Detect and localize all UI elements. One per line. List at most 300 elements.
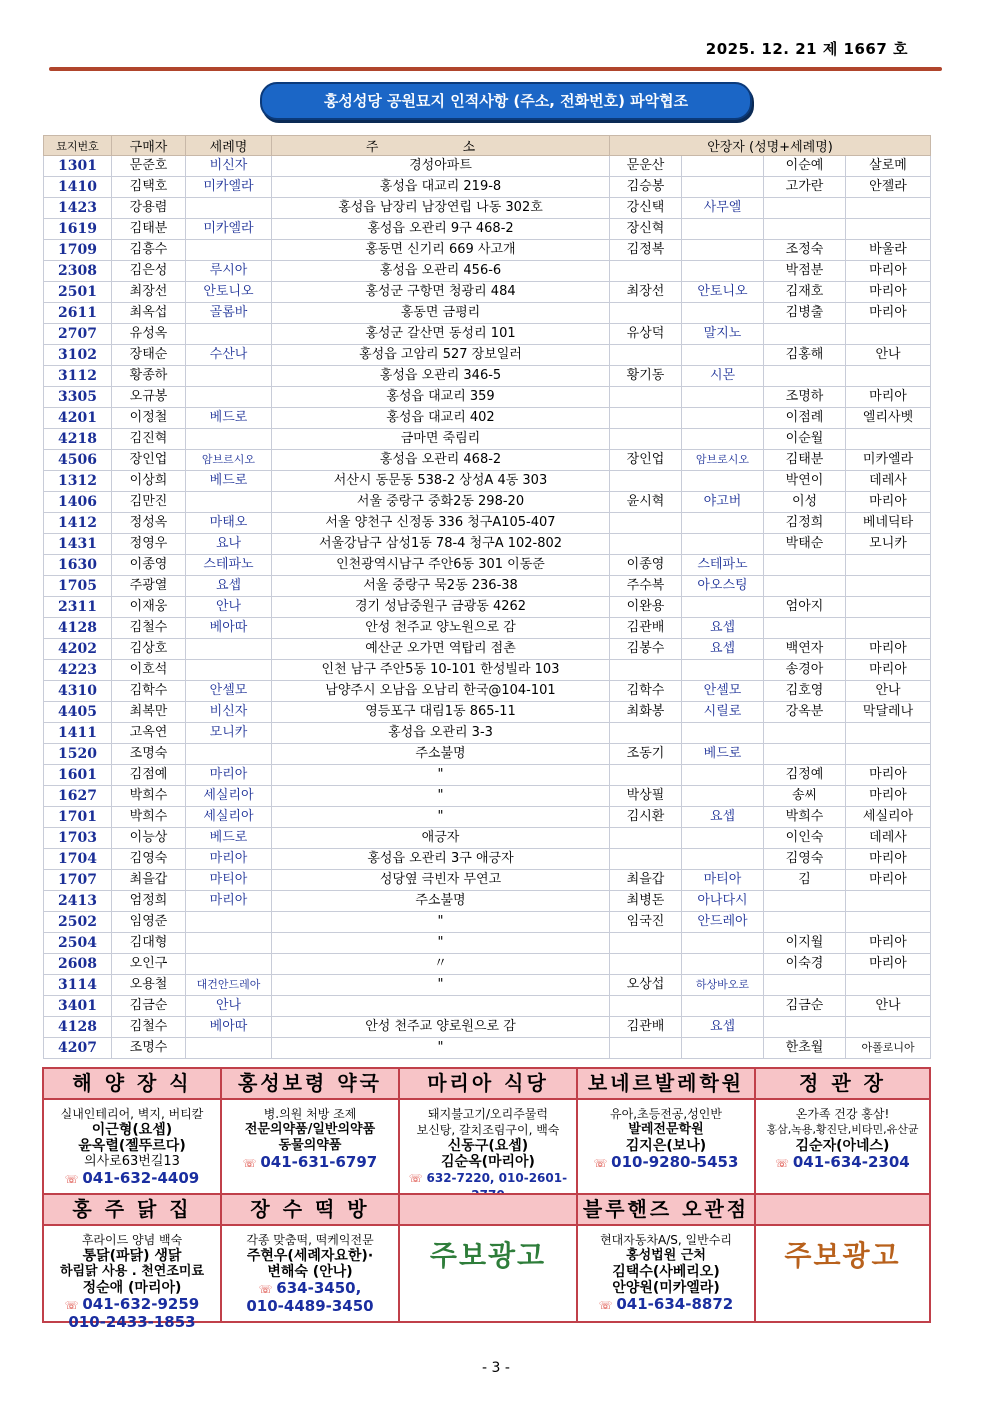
ad-top-3: [578, 1069, 756, 1193]
interred1-name-cell: [610, 471, 682, 492]
buyer-cell: 김금순: [112, 996, 186, 1017]
cemetery-table: [43, 135, 931, 1059]
address-cell: 홍성읍 오관리 3-3: [272, 723, 610, 744]
table-row: [44, 1017, 931, 1038]
table-row: [44, 702, 931, 723]
interred2-baptismal-cell: 마리아: [846, 492, 931, 513]
ad-text-line: 발레전문학원: [628, 1122, 704, 1137]
interred1-name-cell: 김관배: [610, 618, 682, 639]
interred2-name-cell: [764, 891, 846, 912]
ad-bottom-2: [400, 1195, 578, 1323]
plot-number-cell: 4405: [44, 702, 112, 723]
buyer-cell: 조명숙: [112, 744, 186, 765]
buyer-cell: 김만진: [112, 492, 186, 513]
buyer-cell: 강용렴: [112, 198, 186, 219]
interred2-baptismal-cell: 미카엘라: [846, 450, 931, 471]
ad-text-line: 현대자동차A/S, 일반수리: [600, 1233, 732, 1247]
ad-text-line: 안양원(미카엘라): [612, 1280, 720, 1296]
plot-number-cell: 2502: [44, 912, 112, 933]
table-row: [44, 492, 931, 513]
table-row: [44, 681, 931, 702]
address-cell: ": [272, 912, 610, 933]
interred1-name-cell: 이완용: [610, 597, 682, 618]
interred2-name-cell: 엄아지: [764, 597, 846, 618]
address-cell: ": [272, 933, 610, 954]
interred1-baptismal-cell: [682, 786, 764, 807]
interred1-baptismal-cell: [682, 996, 764, 1017]
plot-number-cell: 4207: [44, 1038, 112, 1059]
ad-text-line: 후라이드 양념 백숙: [81, 1233, 183, 1247]
buyer-cell: 장태순: [112, 345, 186, 366]
ad-title: [400, 1195, 576, 1226]
interred1-name-cell: [610, 1038, 682, 1059]
ad-text-line: 윤옥렬(젤뚜르다): [78, 1138, 186, 1154]
interred2-name-cell: [764, 555, 846, 576]
interred1-baptismal-cell: [682, 156, 764, 177]
table-row: [44, 219, 931, 240]
table-row: [44, 891, 931, 912]
ad-text-line: 의사로63번길13: [84, 1154, 180, 1169]
interred2-name-cell: 송경아: [764, 660, 846, 681]
plot-number-cell: 1431: [44, 534, 112, 555]
interred2-name-cell: 조명하: [764, 387, 846, 408]
interred1-baptismal-cell: 요셉: [682, 1017, 764, 1038]
address-cell: 홍성읍 대교리 219-8: [272, 177, 610, 198]
buyer-cell: 이상희: [112, 471, 186, 492]
ad-text-line: 변해숙 (안나): [267, 1264, 353, 1280]
interred1-baptismal-cell: [682, 828, 764, 849]
baptismal-name-cell: 비신자: [186, 702, 272, 723]
interred1-baptismal-cell: 요셉: [682, 639, 764, 660]
interred2-baptismal-cell: 마리아: [846, 261, 931, 282]
col-header-interred: 안장자 (성명+세례명): [610, 136, 931, 156]
ad-top-1: [222, 1069, 400, 1193]
interred1-baptismal-cell: 사무엘: [682, 198, 764, 219]
plot-number-cell: 4310: [44, 681, 112, 702]
address-cell: 서울강남구 삼성1동 78-4 청구A 102-802: [272, 534, 610, 555]
ad-title: 장 수 떡 방: [222, 1195, 398, 1226]
interred2-baptismal-cell: 마리아: [846, 786, 931, 807]
buyer-cell: 박희수: [112, 807, 186, 828]
plot-number-cell: 4201: [44, 408, 112, 429]
plot-number-cell: 1411: [44, 723, 112, 744]
interred1-name-cell: 조동기: [610, 744, 682, 765]
plot-number-cell: 4128: [44, 618, 112, 639]
interred2-name-cell: [764, 975, 846, 996]
ad-title: [756, 1195, 929, 1226]
ad-top-0: [44, 1069, 222, 1193]
ad-title: 홍 주 닭 집: [44, 1195, 220, 1226]
interred1-baptismal-cell: [682, 849, 764, 870]
ad-phone-number: 041-634-2304: [792, 1153, 910, 1171]
interred2-baptismal-cell: 마리아: [846, 639, 931, 660]
interred2-name-cell: 이인숙: [764, 828, 846, 849]
ad-body: [44, 1100, 220, 1188]
buyer-cell: 오인구: [112, 954, 186, 975]
interred2-baptismal-cell: 모니카: [846, 534, 931, 555]
interred1-baptismal-cell: [682, 240, 764, 261]
ad-title: 블루핸즈 오관점: [578, 1195, 754, 1226]
interred2-name-cell: 강옥분: [764, 702, 846, 723]
table-header-row: [44, 136, 931, 156]
interred1-name-cell: [610, 954, 682, 975]
plot-number-cell: 2707: [44, 324, 112, 345]
ad-title: 정 관 장: [756, 1069, 929, 1100]
baptismal-name-cell: [186, 1038, 272, 1059]
ad-phone: [222, 1154, 398, 1172]
plot-number-cell: 2611: [44, 303, 112, 324]
ad-text-line: 동물의약품: [278, 1138, 342, 1153]
phone-icon: ☏: [408, 1172, 427, 1185]
interred1-baptismal-cell: 요셉: [682, 807, 764, 828]
interred1-name-cell: [610, 345, 682, 366]
ad-text-line: 정순애 (마리아): [82, 1280, 182, 1296]
ad-body: [578, 1226, 754, 1314]
buyer-cell: 김대형: [112, 933, 186, 954]
interred1-name-cell: [610, 534, 682, 555]
buyer-cell: 정성옥: [112, 513, 186, 534]
address-cell: 홍성읍 대교리 359: [272, 387, 610, 408]
baptismal-name-cell: 대건안드레아: [186, 975, 272, 996]
ad-body: [222, 1226, 398, 1314]
plot-number-cell: 1704: [44, 849, 112, 870]
plot-number-cell: 1703: [44, 828, 112, 849]
interred1-name-cell: 최장선: [610, 282, 682, 303]
interred1-baptismal-cell: [682, 408, 764, 429]
plot-number-cell: 1619: [44, 219, 112, 240]
table-row: [44, 303, 931, 324]
ad-body: [756, 1226, 929, 1272]
ad-text-line: 신동구(요셉): [447, 1138, 529, 1154]
buyer-cell: 김택호: [112, 177, 186, 198]
baptismal-name-cell: [186, 954, 272, 975]
plot-number-cell: 1701: [44, 807, 112, 828]
ad-text-line: 하림닭 사용 . 천연조미료: [59, 1264, 205, 1279]
interred1-name-cell: 김관배: [610, 1017, 682, 1038]
buyer-cell: 이종영: [112, 555, 186, 576]
interred1-baptismal-cell: [682, 387, 764, 408]
address-cell: ": [272, 786, 610, 807]
plot-number-cell: 1412: [44, 513, 112, 534]
ad-title: 보네르발레학원: [578, 1069, 754, 1100]
baptismal-name-cell: 마태오: [186, 513, 272, 534]
table-row: [44, 933, 931, 954]
ad-title: 홍성보령 약국: [222, 1069, 398, 1100]
baptismal-name-cell: 요나: [186, 534, 272, 555]
interred2-name-cell: 한초월: [764, 1038, 846, 1059]
phone-icon: ☏: [258, 1283, 277, 1296]
interred1-baptismal-cell: [682, 303, 764, 324]
plot-number-cell: 1410: [44, 177, 112, 198]
table-row: [44, 366, 931, 387]
table-row: [44, 744, 931, 765]
interred1-baptismal-cell: [682, 765, 764, 786]
interred2-name-cell: 김금순: [764, 996, 846, 1017]
table-row: [44, 954, 931, 975]
buyer-cell: 김흥수: [112, 240, 186, 261]
address-cell: 홍성군 갈산면 동성리 101: [272, 324, 610, 345]
buyer-cell: 김상호: [112, 639, 186, 660]
address-cell: ": [272, 1038, 610, 1059]
plot-number-cell: 2413: [44, 891, 112, 912]
interred2-baptismal-cell: 마리아: [846, 303, 931, 324]
buyer-cell: 김은성: [112, 261, 186, 282]
interred2-baptismal-cell: 막달레나: [846, 702, 931, 723]
interred2-baptismal-cell: 데레사: [846, 828, 931, 849]
phone-icon: ☏: [242, 1157, 261, 1170]
ad-body: [756, 1100, 929, 1172]
plot-number-cell: 1705: [44, 576, 112, 597]
interred1-name-cell: 임국진: [610, 912, 682, 933]
ad-phone: [756, 1154, 929, 1172]
ad-bottom-1: [222, 1195, 400, 1323]
interred1-baptismal-cell: 아나다시: [682, 891, 764, 912]
interred1-name-cell: 최화봉: [610, 702, 682, 723]
interred1-name-cell: 유상덕: [610, 324, 682, 345]
ad-text-line: 병.의원 처방 조제: [263, 1107, 357, 1121]
page-title: 홍성성당 공원묘지 인적사항 (주소, 전화번호) 파악협조: [260, 82, 752, 120]
address-cell: 주소불명: [272, 744, 610, 765]
buyer-cell: 오용철: [112, 975, 186, 996]
ad-text-line: 주현우(세례자요한)·: [246, 1248, 374, 1264]
interred1-name-cell: [610, 303, 682, 324]
ads-top-row: [44, 1069, 929, 1193]
interred2-baptismal-cell: 마리아: [846, 282, 931, 303]
table-row: [44, 345, 931, 366]
address-cell: 홍성읍 대교리 402: [272, 408, 610, 429]
interred2-name-cell: 박희수: [764, 807, 846, 828]
interred1-name-cell: 장신혁: [610, 219, 682, 240]
table-row: [44, 513, 931, 534]
col-header-address: 주 소: [272, 136, 610, 156]
interred1-baptismal-cell: [682, 261, 764, 282]
buyer-cell: 김점예: [112, 765, 186, 786]
table-row: [44, 324, 931, 345]
baptismal-name-cell: 비신자: [186, 156, 272, 177]
address-cell: 홍동면 신기리 669 사고개: [272, 240, 610, 261]
address-cell: 서산시 동문동 538-2 상성A 4동 303: [272, 471, 610, 492]
address-cell: 홍성읍 오관리 468-2: [272, 450, 610, 471]
interred2-baptismal-cell: [846, 723, 931, 744]
interred2-baptismal-cell: 바울라: [846, 240, 931, 261]
interred1-baptismal-cell: 시릴로: [682, 702, 764, 723]
buyer-cell: 김진혁: [112, 429, 186, 450]
plot-number-cell: 4506: [44, 450, 112, 471]
interred2-baptismal-cell: [846, 198, 931, 219]
ad-phone-number: 041-631-6797: [260, 1153, 378, 1171]
address-cell: 경성아파트: [272, 156, 610, 177]
table-body: [44, 156, 931, 1059]
table-row: [44, 555, 931, 576]
buyer-cell: 김영숙: [112, 849, 186, 870]
interred1-baptismal-cell: 시몬: [682, 366, 764, 387]
address-cell: 홍동면 금평리: [272, 303, 610, 324]
interred2-name-cell: 이순월: [764, 429, 846, 450]
interred1-baptismal-cell: 요셉: [682, 618, 764, 639]
interred1-baptismal-cell: 안토니오: [682, 282, 764, 303]
ad-text-line: 통닭(파닭) 생닭: [82, 1248, 182, 1264]
table-row: [44, 660, 931, 681]
interred2-baptismal-cell: 아폴로니아: [846, 1038, 931, 1059]
ad-top-2: [400, 1069, 578, 1193]
ad-phone-secondary: 010-4489-3450: [246, 1297, 374, 1315]
address-cell: 남양주시 오남읍 오남리 한국@104-101: [272, 681, 610, 702]
page-number: - 3 -: [482, 1360, 510, 1376]
plot-number-cell: 1312: [44, 471, 112, 492]
address-cell: 주소불명: [272, 891, 610, 912]
interred2-baptismal-cell: [846, 366, 931, 387]
col-header-plot-number: 묘지번호: [44, 136, 112, 156]
interred2-name-cell: 고가란: [764, 177, 846, 198]
buyer-cell: 엄정희: [112, 891, 186, 912]
buyer-cell: 최장선: [112, 282, 186, 303]
buyer-cell: 임영준: [112, 912, 186, 933]
interred2-name-cell: 송씨: [764, 786, 846, 807]
header-rule: [49, 67, 942, 71]
interred1-baptismal-cell: [682, 471, 764, 492]
baptismal-name-cell: [186, 492, 272, 513]
ad-text-line: 홍성법원 근처: [626, 1248, 706, 1263]
baptismal-name-cell: 요셉: [186, 576, 272, 597]
baptismal-name-cell: 세실리아: [186, 786, 272, 807]
interred2-name-cell: 김병출: [764, 303, 846, 324]
table-row: [44, 156, 931, 177]
interred1-baptismal-cell: [682, 723, 764, 744]
interred1-baptismal-cell: 야고버: [682, 492, 764, 513]
interred1-baptismal-cell: [682, 177, 764, 198]
table-row: [44, 261, 931, 282]
interred1-name-cell: [610, 723, 682, 744]
ad-text-line: 보신탕, 갈치조림구이, 백숙: [416, 1123, 560, 1137]
buyer-cell: 이호석: [112, 660, 186, 681]
interred2-baptismal-cell: 안나: [846, 345, 931, 366]
ad-text-line: 각종 맞춤떡, 떡케익전문: [246, 1233, 374, 1247]
interred1-baptismal-cell: [682, 954, 764, 975]
ad-text-line: 김지은(보나): [625, 1138, 707, 1154]
interred1-name-cell: 김승봉: [610, 177, 682, 198]
interred2-name-cell: 김영숙: [764, 849, 846, 870]
interred1-baptismal-cell: [682, 429, 764, 450]
table-row: [44, 198, 931, 219]
interred2-name-cell: [764, 324, 846, 345]
interred2-baptismal-cell: 마리아: [846, 660, 931, 681]
address-cell: 경기 성남중원구 금광동 4262: [272, 597, 610, 618]
ad-text-line: 온가족 건강 홍삼!: [795, 1107, 890, 1121]
address-cell: 예산군 오가면 역탑리 점촌: [272, 639, 610, 660]
table-row: [44, 408, 931, 429]
interred1-name-cell: [610, 261, 682, 282]
interred1-name-cell: [610, 828, 682, 849]
address-cell: ": [272, 975, 610, 996]
baptismal-name-cell: 암브르시오: [186, 450, 272, 471]
ad-placeholder: 주보광고: [784, 1239, 901, 1272]
table-row: [44, 618, 931, 639]
table-row: [44, 786, 931, 807]
address-cell: 서울 중랑구 중화2동 298-20: [272, 492, 610, 513]
plot-number-cell: 1601: [44, 765, 112, 786]
address-cell: 홍성읍 오관리 346-5: [272, 366, 610, 387]
buyer-cell: 최복만: [112, 702, 186, 723]
baptismal-name-cell: 안나: [186, 597, 272, 618]
interred2-baptismal-cell: 살로메: [846, 156, 931, 177]
interred1-name-cell: 김시환: [610, 807, 682, 828]
ad-phone: [578, 1296, 754, 1314]
interred1-name-cell: [610, 849, 682, 870]
interred2-baptismal-cell: 마리아: [846, 765, 931, 786]
interred2-baptismal-cell: 베네딕타: [846, 513, 931, 534]
ad-phone: [222, 1280, 398, 1298]
plot-number-cell: 1707: [44, 870, 112, 891]
phone-icon: ☏: [598, 1299, 617, 1312]
plot-number-cell: 3112: [44, 366, 112, 387]
buyer-cell: 정영우: [112, 534, 186, 555]
interred1-baptismal-cell: 스테파노: [682, 555, 764, 576]
address-cell: 성당옆 극빈자 무연고: [272, 870, 610, 891]
plot-number-cell: 2608: [44, 954, 112, 975]
ad-bottom-4: [756, 1195, 929, 1323]
interred2-name-cell: [764, 912, 846, 933]
baptismal-name-cell: 베아따: [186, 1017, 272, 1038]
buyer-cell: 고옥연: [112, 723, 186, 744]
interred1-baptismal-cell: [682, 345, 764, 366]
interred2-name-cell: [764, 198, 846, 219]
plot-number-cell: 1520: [44, 744, 112, 765]
ad-phone-number: 041-632-4409: [82, 1169, 200, 1187]
plot-number-cell: 4202: [44, 639, 112, 660]
interred2-name-cell: 이성: [764, 492, 846, 513]
plot-number-cell: 1423: [44, 198, 112, 219]
col-header-baptismal-name: 세례명: [186, 136, 272, 156]
interred1-name-cell: [610, 429, 682, 450]
buyer-cell: 유성옥: [112, 324, 186, 345]
buyer-cell: 주광열: [112, 576, 186, 597]
interred1-baptismal-cell: 암브로시오: [682, 450, 764, 471]
buyer-cell: 이재웅: [112, 597, 186, 618]
interred1-baptismal-cell: [682, 1038, 764, 1059]
address-cell: 홍성읍 남장리 남장연립 나동 302호: [272, 198, 610, 219]
interred2-baptismal-cell: 마리아: [846, 387, 931, 408]
interred2-name-cell: [764, 723, 846, 744]
interred2-name-cell: 김정희: [764, 513, 846, 534]
ad-text-line: 김순옥(마리아): [441, 1154, 535, 1170]
table-row: [44, 723, 931, 744]
interred2-baptismal-cell: [846, 744, 931, 765]
plot-number-cell: 2308: [44, 261, 112, 282]
ad-text-line: 홍삼,녹용,황진단,비타민,유산균: [766, 1123, 919, 1136]
plot-number-cell: 3102: [44, 345, 112, 366]
buyer-cell: 이능상: [112, 828, 186, 849]
interred2-baptismal-cell: [846, 324, 931, 345]
address-cell: 홍성읍 오관리 456-6: [272, 261, 610, 282]
buyer-cell: 박희수: [112, 786, 186, 807]
issue-date: 2025. 12. 21 제 1667 호: [705, 40, 908, 58]
table-row: [44, 240, 931, 261]
interred1-name-cell: 황기동: [610, 366, 682, 387]
interred1-name-cell: 김봉수: [610, 639, 682, 660]
baptismal-name-cell: [186, 366, 272, 387]
baptismal-name-cell: 베아따: [186, 618, 272, 639]
table-row: [44, 870, 931, 891]
interred1-name-cell: 박상필: [610, 786, 682, 807]
table-row: [44, 429, 931, 450]
address-cell: 안성 천주교 양노원으로 감: [272, 618, 610, 639]
buyer-cell: 이정철: [112, 408, 186, 429]
ad-text-line: 김택수(사베리오): [612, 1264, 720, 1280]
ad-body: [222, 1100, 398, 1172]
ad-title: 해 양 장 식: [44, 1069, 220, 1100]
baptismal-name-cell: 마리아: [186, 849, 272, 870]
address-cell: ": [272, 765, 610, 786]
